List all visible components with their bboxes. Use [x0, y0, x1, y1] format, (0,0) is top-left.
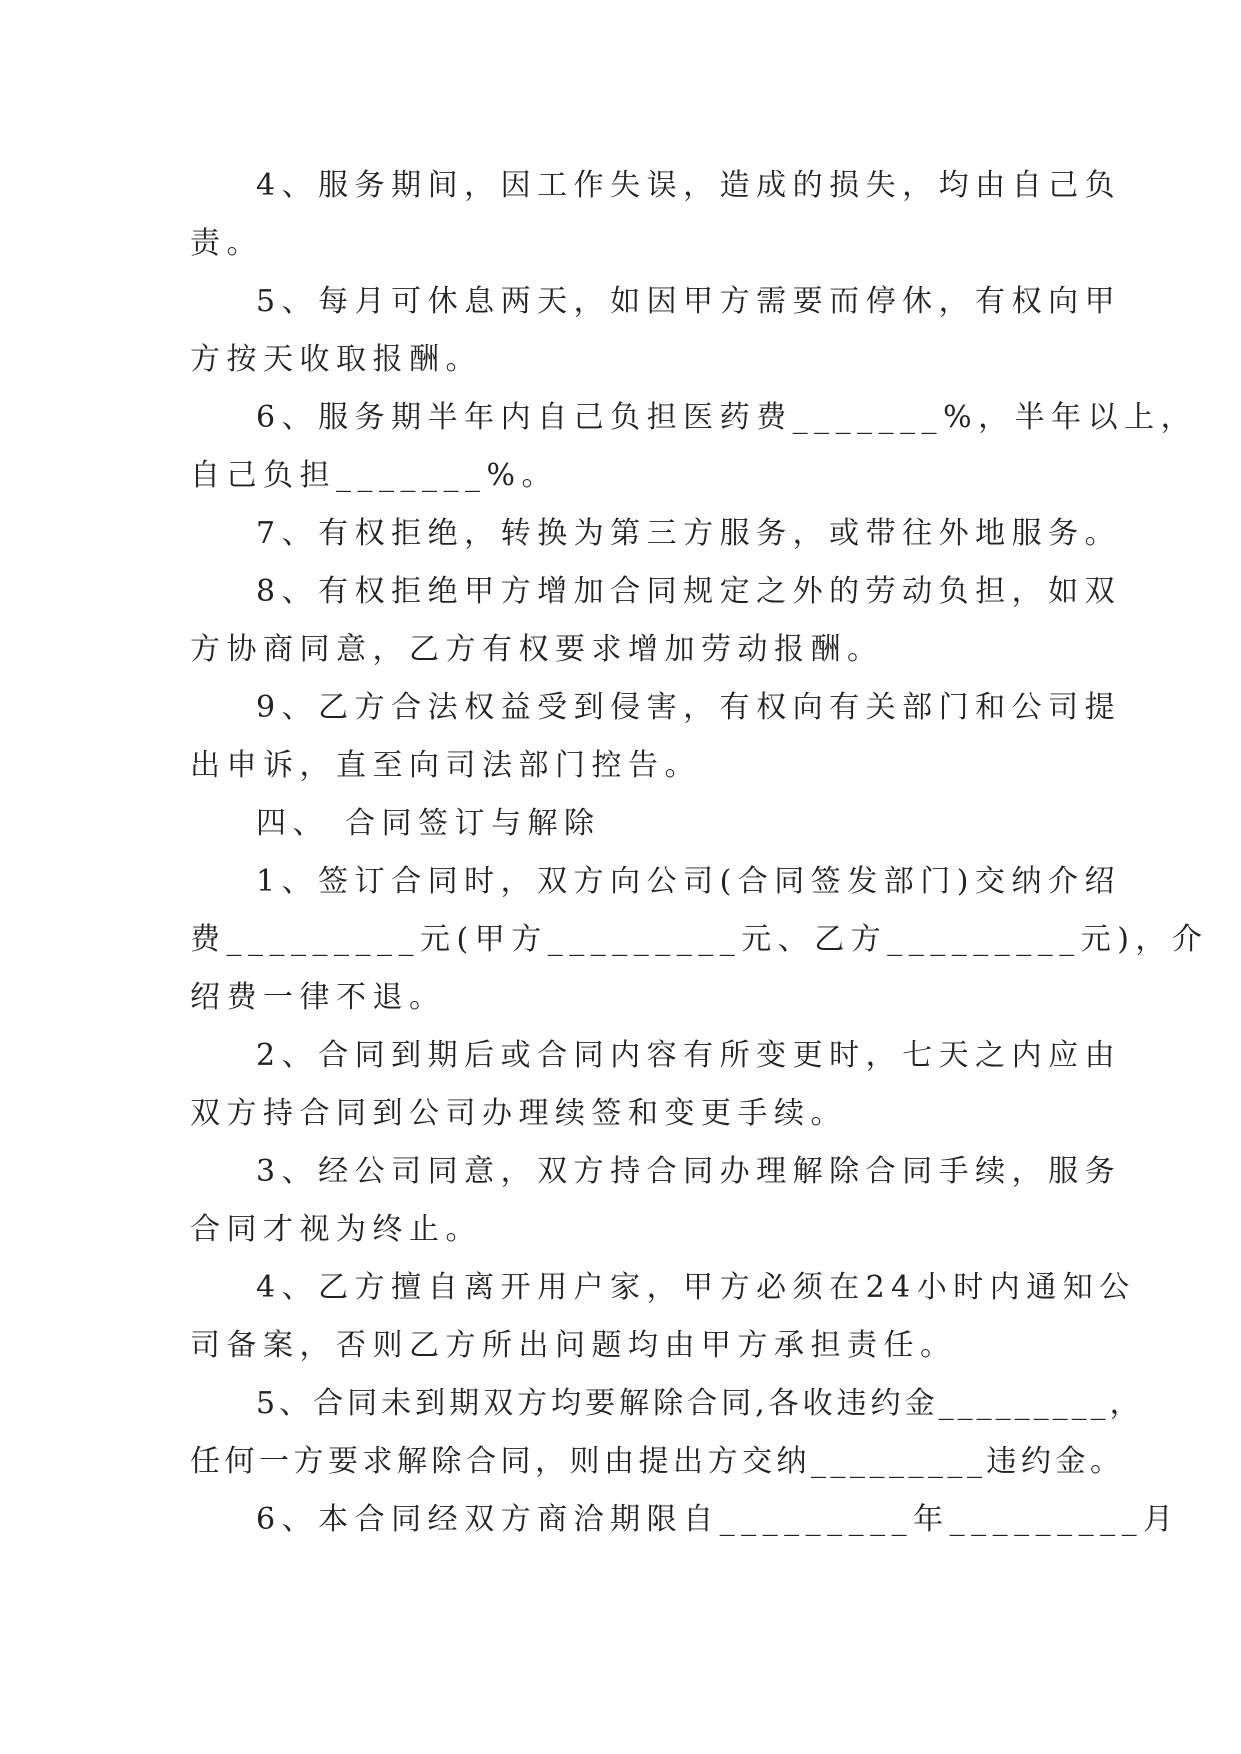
clause-3-9-line-1: 9、乙方合法权益受到侵害，有权向有关部门和公司提 — [256, 690, 1122, 725]
clause-4-2-line-2: 双方持合同到公司办理续签和变更手续。 — [190, 1096, 847, 1131]
clause-3-6-line-2: 自己负担_______%。 — [190, 458, 559, 493]
clause-4-6-line-1: 6、本合同经双方商洽期限自_________年_________月 — [256, 1502, 1180, 1537]
clause-4-1-line-1: 1、签订合同时，双方向公司(合同签发部门)交纳介绍 — [256, 864, 1121, 899]
clause-3-7-line-1: 7、有权拒绝，转换为第三方服务，或带往外地服务。 — [256, 516, 1122, 551]
clause-4-5-line-2: 任何一方要求解除合同，则由提出方交纳_________违约金。 — [190, 1444, 1125, 1479]
clause-4-3-line-1: 3、经公司同意，双方持合同办理解除合同手续，服务 — [256, 1154, 1122, 1189]
section-heading: 四、 合同签订与解除 — [256, 806, 601, 841]
clause-3-4-line-1: 4、服务期间，因工作失误，造成的损失，均由自己负 — [256, 168, 1122, 203]
clause-4-4-line-2: 司备案，否则乙方所出问题均由甲方承担责任。 — [190, 1328, 957, 1363]
clause-4-4-line-1: 4、乙方擅自离开用户家，甲方必须在24小时内通知公 — [256, 1270, 1136, 1305]
clause-4-5-line-1: 5、合同未到期双方均要解除合同,各收违约金_________， — [256, 1386, 1144, 1421]
clause-3-5-line-2: 方按天收取报酬。 — [190, 342, 482, 377]
clause-3-6-line-1: 6、服务期半年内自己负担医药费_______%，半年以上， — [256, 400, 1198, 435]
clause-3-8-line-1: 8、有权拒绝甲方增加合同规定之外的劳动负担，如双 — [256, 574, 1122, 609]
clause-4-2-line-1: 2、合同到期后或合同内容有所变更时，七天之内应由 — [256, 1038, 1122, 1073]
clause-4-1-line-2: 费_________元(甲方_________元、乙方_________元)，介 — [190, 922, 1209, 957]
clause-3-8-line-2: 方协商同意，乙方有权要求增加劳动报酬。 — [190, 632, 884, 667]
clause-4-1-line-3: 绍费一律不退。 — [190, 980, 446, 1015]
clause-3-9-line-2: 出申诉，直至向司法部门控告。 — [190, 748, 701, 783]
clause-3-4-line-2: 责。 — [190, 226, 263, 261]
clause-3-5-line-1: 5、每月可休息两天，如因甲方需要而停休，有权向甲 — [256, 284, 1122, 319]
clause-4-3-line-2: 合同才视为终止。 — [190, 1212, 482, 1247]
